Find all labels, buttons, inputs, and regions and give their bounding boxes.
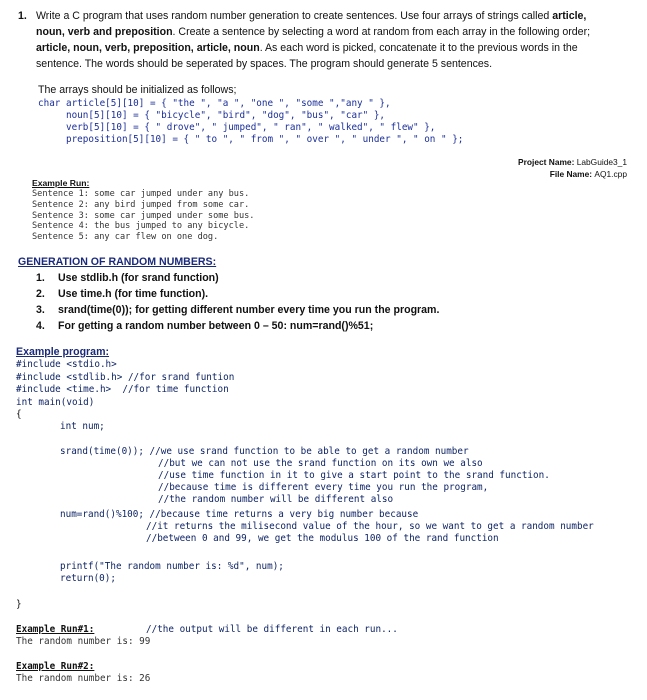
question-text-3: . As each word is picked, concatenate it to the previous words in the (259, 42, 578, 54)
run1-output: The random number is: 99 (16, 636, 151, 647)
project-info (518, 156, 627, 180)
example-program-title: Example program: (16, 346, 110, 358)
sentence-line: Sentence 4: the bus jumped to any bicycle. (32, 221, 250, 232)
generation-list (18, 270, 638, 334)
run2-output: The random number is: 26 (16, 673, 151, 684)
srand-comment-4: //the random number will be different also (158, 494, 394, 505)
question-number: 1. (18, 10, 27, 22)
generation-item (36, 286, 638, 302)
sentence-line: Sentence 1: some car jumped under any bus. (32, 189, 250, 199)
file-name-value: AQ1.cpp (594, 169, 627, 179)
example-run-block (32, 178, 254, 243)
array-article-line: char article[5][10] = { "the ", "a ", "one ", "some ","any " }, (38, 98, 391, 109)
array-noun-line: noun[5][10] = { "bicycle", "bird", "dog", "bus", "car" }, (38, 110, 386, 121)
srand-comment-3: //because time is different every time you run the program, (158, 482, 489, 493)
question-line-3 (18, 40, 638, 56)
file-name-row (518, 168, 627, 180)
question-line-2 (18, 24, 638, 40)
item-number: 3. (36, 304, 45, 316)
main-signature: int main(void) (16, 396, 95, 408)
generation-item (36, 302, 638, 318)
item-text: For getting a random number between 0 – 50: num=rand()%51; (58, 320, 374, 332)
question-bold-parts: noun, verb and preposition (36, 26, 173, 38)
project-name-label: Project Name: (518, 157, 577, 167)
arrays-block (38, 82, 463, 146)
generation-item (36, 318, 638, 334)
srand-line: srand(time(0)); //we use srand function to be able to get a random number (60, 446, 469, 457)
question-block (18, 8, 638, 72)
sentence-line: Sentence 5: any car flew on one dog. (32, 232, 219, 243)
project-name-row (518, 156, 627, 168)
question-line-1 (18, 8, 638, 24)
generation-item (36, 270, 638, 286)
project-name-value: LabGuide3_1 (576, 157, 627, 167)
num-comment-1: //it returns the milisecond value of the hour, so we want to get a random number (146, 521, 594, 532)
generation-title: GENERATION OF RANDOM NUMBERS: (18, 256, 217, 268)
num-comment-2: //between 0 and 99, we get the modulus 100 of the rand function (146, 533, 499, 544)
printf-line: printf("The random number is: %d", num); (60, 561, 284, 572)
question-text-1: Write a C program that uses random number generation to create sentences. Use four arrays of strings called (36, 10, 553, 22)
item-text: Use time.h (for time function). (58, 288, 209, 300)
decl-line: int num; (60, 421, 105, 432)
array-preposition-line: preposition[5][10] = { " to ", " from ", " over ", " under ", " on " }; (38, 134, 464, 145)
include-stdlib: #include <stdlib.h> //for srand funtion (16, 371, 235, 383)
open-brace: { (16, 409, 22, 421)
arrays-intro: The arrays should be initialized as follows; (38, 84, 237, 96)
run1-title: Example Run#1: (16, 624, 95, 635)
run2-title: Example Run#2: (16, 661, 95, 672)
array-verb-line: verb[5][10] = { " drove", " jumped", " ran", " walked", " flew" }, (38, 122, 436, 133)
srand-comment-1: //but we can not use the srand function on its own we also (158, 458, 483, 469)
close-brace: } (16, 599, 22, 610)
question-line-4: sentence. The words should be seperated by spaces. The program should generate 5 sentences. (36, 58, 493, 70)
question-text-2: . Create a sentence by selecting a word at random from each array in the following order; (172, 26, 591, 38)
include-stdio: #include <stdio.h> (16, 359, 117, 370)
srand-comment-2: //use time function in it to give a start point to the srand function. (158, 470, 550, 481)
sentence-line: Sentence 3: some car jumped under some bus. (32, 210, 255, 221)
item-number: 2. (36, 288, 45, 300)
item-text: Use stdlib.h (for srand function) (58, 272, 219, 284)
num-line: num=rand()%100; //because time returns a very big number because (60, 509, 419, 520)
example-run-title: Example Run: (32, 178, 90, 188)
example-program-block (16, 345, 641, 422)
generation-section (18, 254, 638, 334)
question-bold-article: article, (552, 10, 587, 22)
item-text: srand(time(0)); for getting different number every time you run the program. (58, 304, 440, 316)
file-name-label: File Name: (549, 169, 595, 179)
item-number: 4. (36, 320, 45, 332)
item-number: 1. (36, 272, 45, 284)
sentence-line: Sentence 2: any bird jumped from some car. (32, 199, 250, 210)
question-bold-order: article, noun, verb, preposition, article, noun (36, 42, 260, 54)
include-time: #include <time.h> //for time function (16, 384, 229, 396)
run1-comment: //the output will be different in each run... (146, 624, 398, 635)
return-line: return(0); (60, 573, 116, 584)
